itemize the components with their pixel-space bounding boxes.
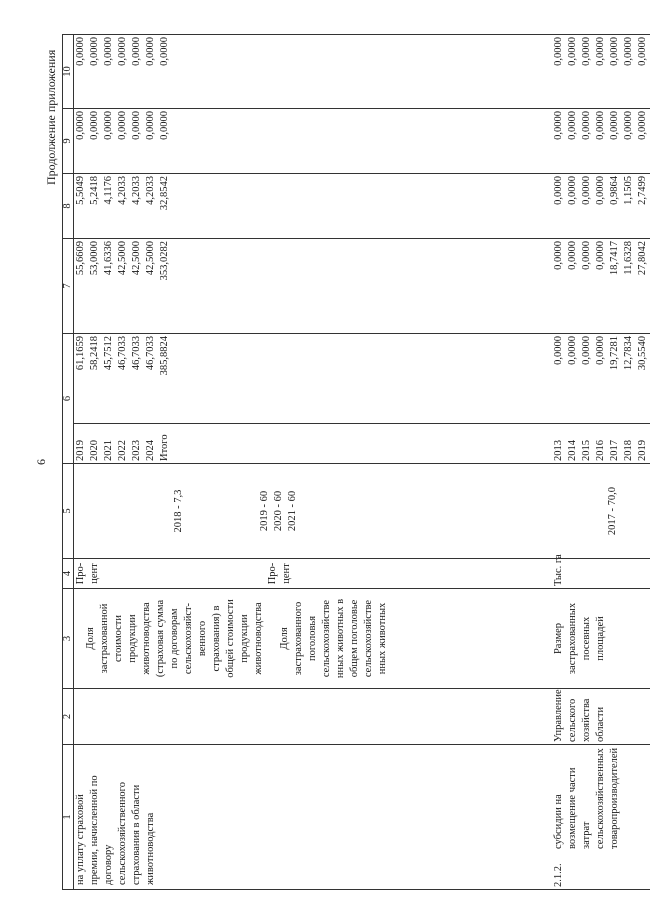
column-header: 7 — [63, 239, 74, 334]
text-line: застрахованных — [567, 602, 578, 675]
value: 0,0000 — [553, 336, 564, 365]
value: 0,0000 — [623, 111, 634, 140]
text-line: животноводства — [145, 812, 156, 885]
text-line: сельскохозяйственных — [595, 748, 606, 849]
value: 27,8042 — [637, 241, 648, 276]
text-line: Про- — [267, 562, 278, 585]
item-number: 2.1.2. — [553, 863, 564, 887]
text-line: продукции — [239, 614, 250, 663]
text-line: Размер — [553, 622, 564, 655]
measure-description — [392, 745, 650, 890]
text-line: стоимости — [113, 615, 124, 663]
year: Итого — [159, 434, 170, 461]
text-line: венного — [197, 620, 208, 657]
value: 0,0000 — [89, 111, 100, 140]
years-cell — [74, 424, 393, 464]
values-col8 — [74, 239, 393, 334]
value: 0,0000 — [567, 111, 578, 140]
text-line: Доля — [85, 627, 96, 650]
value: 0,0000 — [145, 111, 156, 140]
value: 58,2418 — [89, 336, 100, 371]
value: 46,7033 — [117, 336, 128, 371]
text-line: (страховая сумма — [155, 599, 166, 678]
value: 12,7834 — [623, 336, 634, 371]
value: 0,0000 — [103, 37, 114, 66]
value: 0,0000 — [159, 37, 170, 66]
value: 0,0000 — [145, 37, 156, 66]
value: 0,0000 — [553, 37, 564, 66]
value: 5,2418 — [89, 176, 100, 205]
value: 18,7417 — [609, 241, 620, 276]
year: 2019 — [637, 440, 648, 461]
values-col9 — [392, 174, 650, 239]
text-line: цент — [89, 563, 100, 584]
value: 55,6609 — [75, 241, 86, 276]
text-line: поголовья — [307, 615, 318, 662]
value: 0,0000 — [89, 37, 100, 66]
value: 32,8542 — [159, 176, 170, 211]
base-value-cell — [74, 464, 393, 559]
values-col8 — [392, 239, 650, 334]
value: 19,7281 — [609, 336, 620, 371]
text-line: затрат — [581, 821, 592, 849]
value: 0,0000 — [567, 336, 578, 365]
text-line: сельскохозяйстве — [363, 599, 374, 678]
value: 0,0000 — [553, 176, 564, 205]
text-line: цент — [281, 563, 292, 584]
text-line: субсидии на — [553, 794, 564, 849]
value: 0,0000 — [75, 37, 86, 66]
text-line: 2019 - 60 — [259, 490, 270, 532]
base-value-cell — [392, 464, 650, 559]
text-line: сельскохозяйст- — [183, 602, 194, 675]
text-line: Тыс. га — [553, 554, 564, 586]
text-line: животноводства — [141, 602, 152, 675]
text-line: хозяйства — [581, 698, 592, 742]
column-header: 6 — [63, 334, 74, 464]
text-line: Доля — [279, 627, 290, 650]
text-line: договору — [103, 844, 114, 885]
value: 0,0000 — [131, 37, 142, 66]
column-header: 4 — [63, 559, 74, 589]
value: 353,0282 — [159, 241, 170, 281]
value: 0,0000 — [581, 336, 592, 365]
text-line: посевных — [581, 616, 592, 661]
value: 5,5049 — [75, 176, 86, 205]
column-header: 9 — [63, 109, 74, 174]
value: 11,6328 — [623, 241, 634, 275]
value: 1,1505 — [623, 176, 634, 205]
measure-description — [74, 745, 393, 890]
executor-cell — [74, 689, 393, 745]
text-line: нных животных — [377, 602, 388, 675]
column-header: 5 — [63, 464, 74, 559]
value: 0,0000 — [595, 176, 606, 205]
values-col9 — [74, 174, 393, 239]
value: 385,8824 — [159, 336, 170, 376]
column-header: 1 — [63, 745, 74, 890]
text-line: области — [595, 706, 606, 742]
text-line: общей стоимости — [225, 599, 236, 678]
year: 2020 — [89, 440, 100, 461]
text-line: сельскохозяйственного — [117, 782, 128, 885]
value: 0,0000 — [159, 111, 170, 140]
value: 0,0000 — [623, 37, 634, 66]
values-col11 — [392, 35, 650, 109]
text-line: на уплату страховой — [75, 794, 86, 885]
text-line: страхования) в — [211, 605, 222, 672]
value: 4,2033 — [131, 176, 142, 205]
value: 0,0000 — [581, 37, 592, 66]
value: 0,0000 — [609, 37, 620, 66]
values-col10 — [74, 109, 393, 174]
values-col7 — [392, 334, 650, 424]
value: 41,6336 — [103, 241, 114, 276]
text-line: общем поголовье — [349, 599, 360, 678]
text-line: страхования в области — [131, 784, 142, 885]
text-line: застрахованного — [293, 601, 304, 676]
table-row — [392, 35, 650, 890]
value: 53,0000 — [89, 241, 100, 276]
value: 0,0000 — [595, 241, 606, 270]
value: 0,0000 — [581, 176, 592, 205]
text-line: площадей — [595, 616, 606, 661]
year: 2023 — [131, 440, 142, 461]
value: 0,0000 — [117, 111, 128, 140]
unit-cell — [392, 554, 650, 589]
value: 42,5000 — [117, 241, 128, 276]
column-header: 8 — [63, 174, 74, 239]
text-line: застрахованной — [99, 603, 110, 674]
values-col10 — [392, 109, 650, 174]
years-cell — [392, 424, 650, 464]
year: 2017 — [609, 440, 620, 461]
values-col7 — [74, 334, 393, 424]
column-numbers-row — [63, 35, 74, 890]
value: 30,5540 — [637, 336, 648, 371]
value: 4,2033 — [145, 176, 156, 205]
program-table — [62, 34, 650, 890]
year: 2024 — [145, 440, 156, 461]
value: 45,7512 — [103, 336, 114, 371]
continuation-label: Продолжение приложения — [44, 49, 58, 185]
value: 0,0000 — [637, 37, 648, 66]
text-line: продукции — [127, 614, 138, 663]
value: 2,7499 — [637, 176, 648, 205]
column-header: 10 — [63, 35, 74, 109]
values-col11 — [74, 35, 393, 109]
indicator-name — [74, 589, 393, 689]
value: 0,0000 — [581, 111, 592, 140]
value: 0,0000 — [567, 37, 578, 66]
column-header: 3 — [63, 589, 74, 689]
text-line: Про- — [75, 562, 86, 585]
value: 0,9864 — [609, 176, 620, 205]
text-line: 2018 - 7,3 — [173, 489, 184, 533]
value: 0,0000 — [567, 241, 578, 270]
year: 2022 — [117, 440, 128, 461]
text-line: премии, начисленной по — [89, 775, 100, 885]
year: 2015 — [581, 440, 592, 461]
value: 42,5000 — [145, 241, 156, 276]
value: 0,0000 — [595, 111, 606, 140]
value: 0,0000 — [75, 111, 86, 140]
text-line: сельскохозяйстве — [321, 599, 332, 678]
year: 2016 — [595, 440, 606, 461]
text-line: по договорам — [169, 608, 180, 669]
year: 2014 — [567, 440, 578, 461]
value: 0,0000 — [131, 111, 142, 140]
text-line: возмещение части — [567, 767, 578, 849]
column-header: 2 — [63, 689, 74, 745]
value: 4,2033 — [117, 176, 128, 205]
text-line: нных животных в — [335, 598, 346, 679]
value: 0,0000 — [595, 336, 606, 365]
table-row — [74, 35, 393, 890]
text-line: 2020 - 60 — [273, 490, 284, 532]
value: 0,0000 — [553, 111, 564, 140]
year: 2021 — [103, 440, 114, 461]
value: 0,0000 — [553, 241, 564, 270]
value: 0,0000 — [117, 37, 128, 66]
value: 0,0000 — [595, 37, 606, 66]
value: 0,0000 — [103, 111, 114, 140]
year: 2018 — [623, 440, 634, 461]
unit-cell — [74, 559, 393, 589]
year: 2013 — [553, 440, 564, 461]
executor-cell — [392, 689, 650, 745]
text-line: 2021 - 60 — [287, 490, 298, 532]
value: 4,1176 — [103, 176, 114, 205]
value: 0,0000 — [637, 111, 648, 140]
text-line: 2017 - 70,0 — [607, 486, 618, 536]
value: 0,0000 — [609, 111, 620, 140]
page-number: 6 — [34, 459, 48, 465]
value: 0,0000 — [567, 176, 578, 205]
value: 61,1659 — [75, 336, 86, 371]
text-line: животноводства — [253, 602, 264, 675]
value: 46,7033 — [145, 336, 156, 371]
text-line: товаропроизводителей — [609, 747, 620, 849]
value: 0,0000 — [581, 241, 592, 270]
year: 2019 — [75, 440, 86, 461]
value: 42,5000 — [131, 241, 142, 276]
indicator-name — [392, 589, 650, 689]
value: 46,7033 — [131, 336, 142, 371]
text-line: Управление — [553, 689, 564, 742]
text-line: сельского — [567, 698, 578, 742]
